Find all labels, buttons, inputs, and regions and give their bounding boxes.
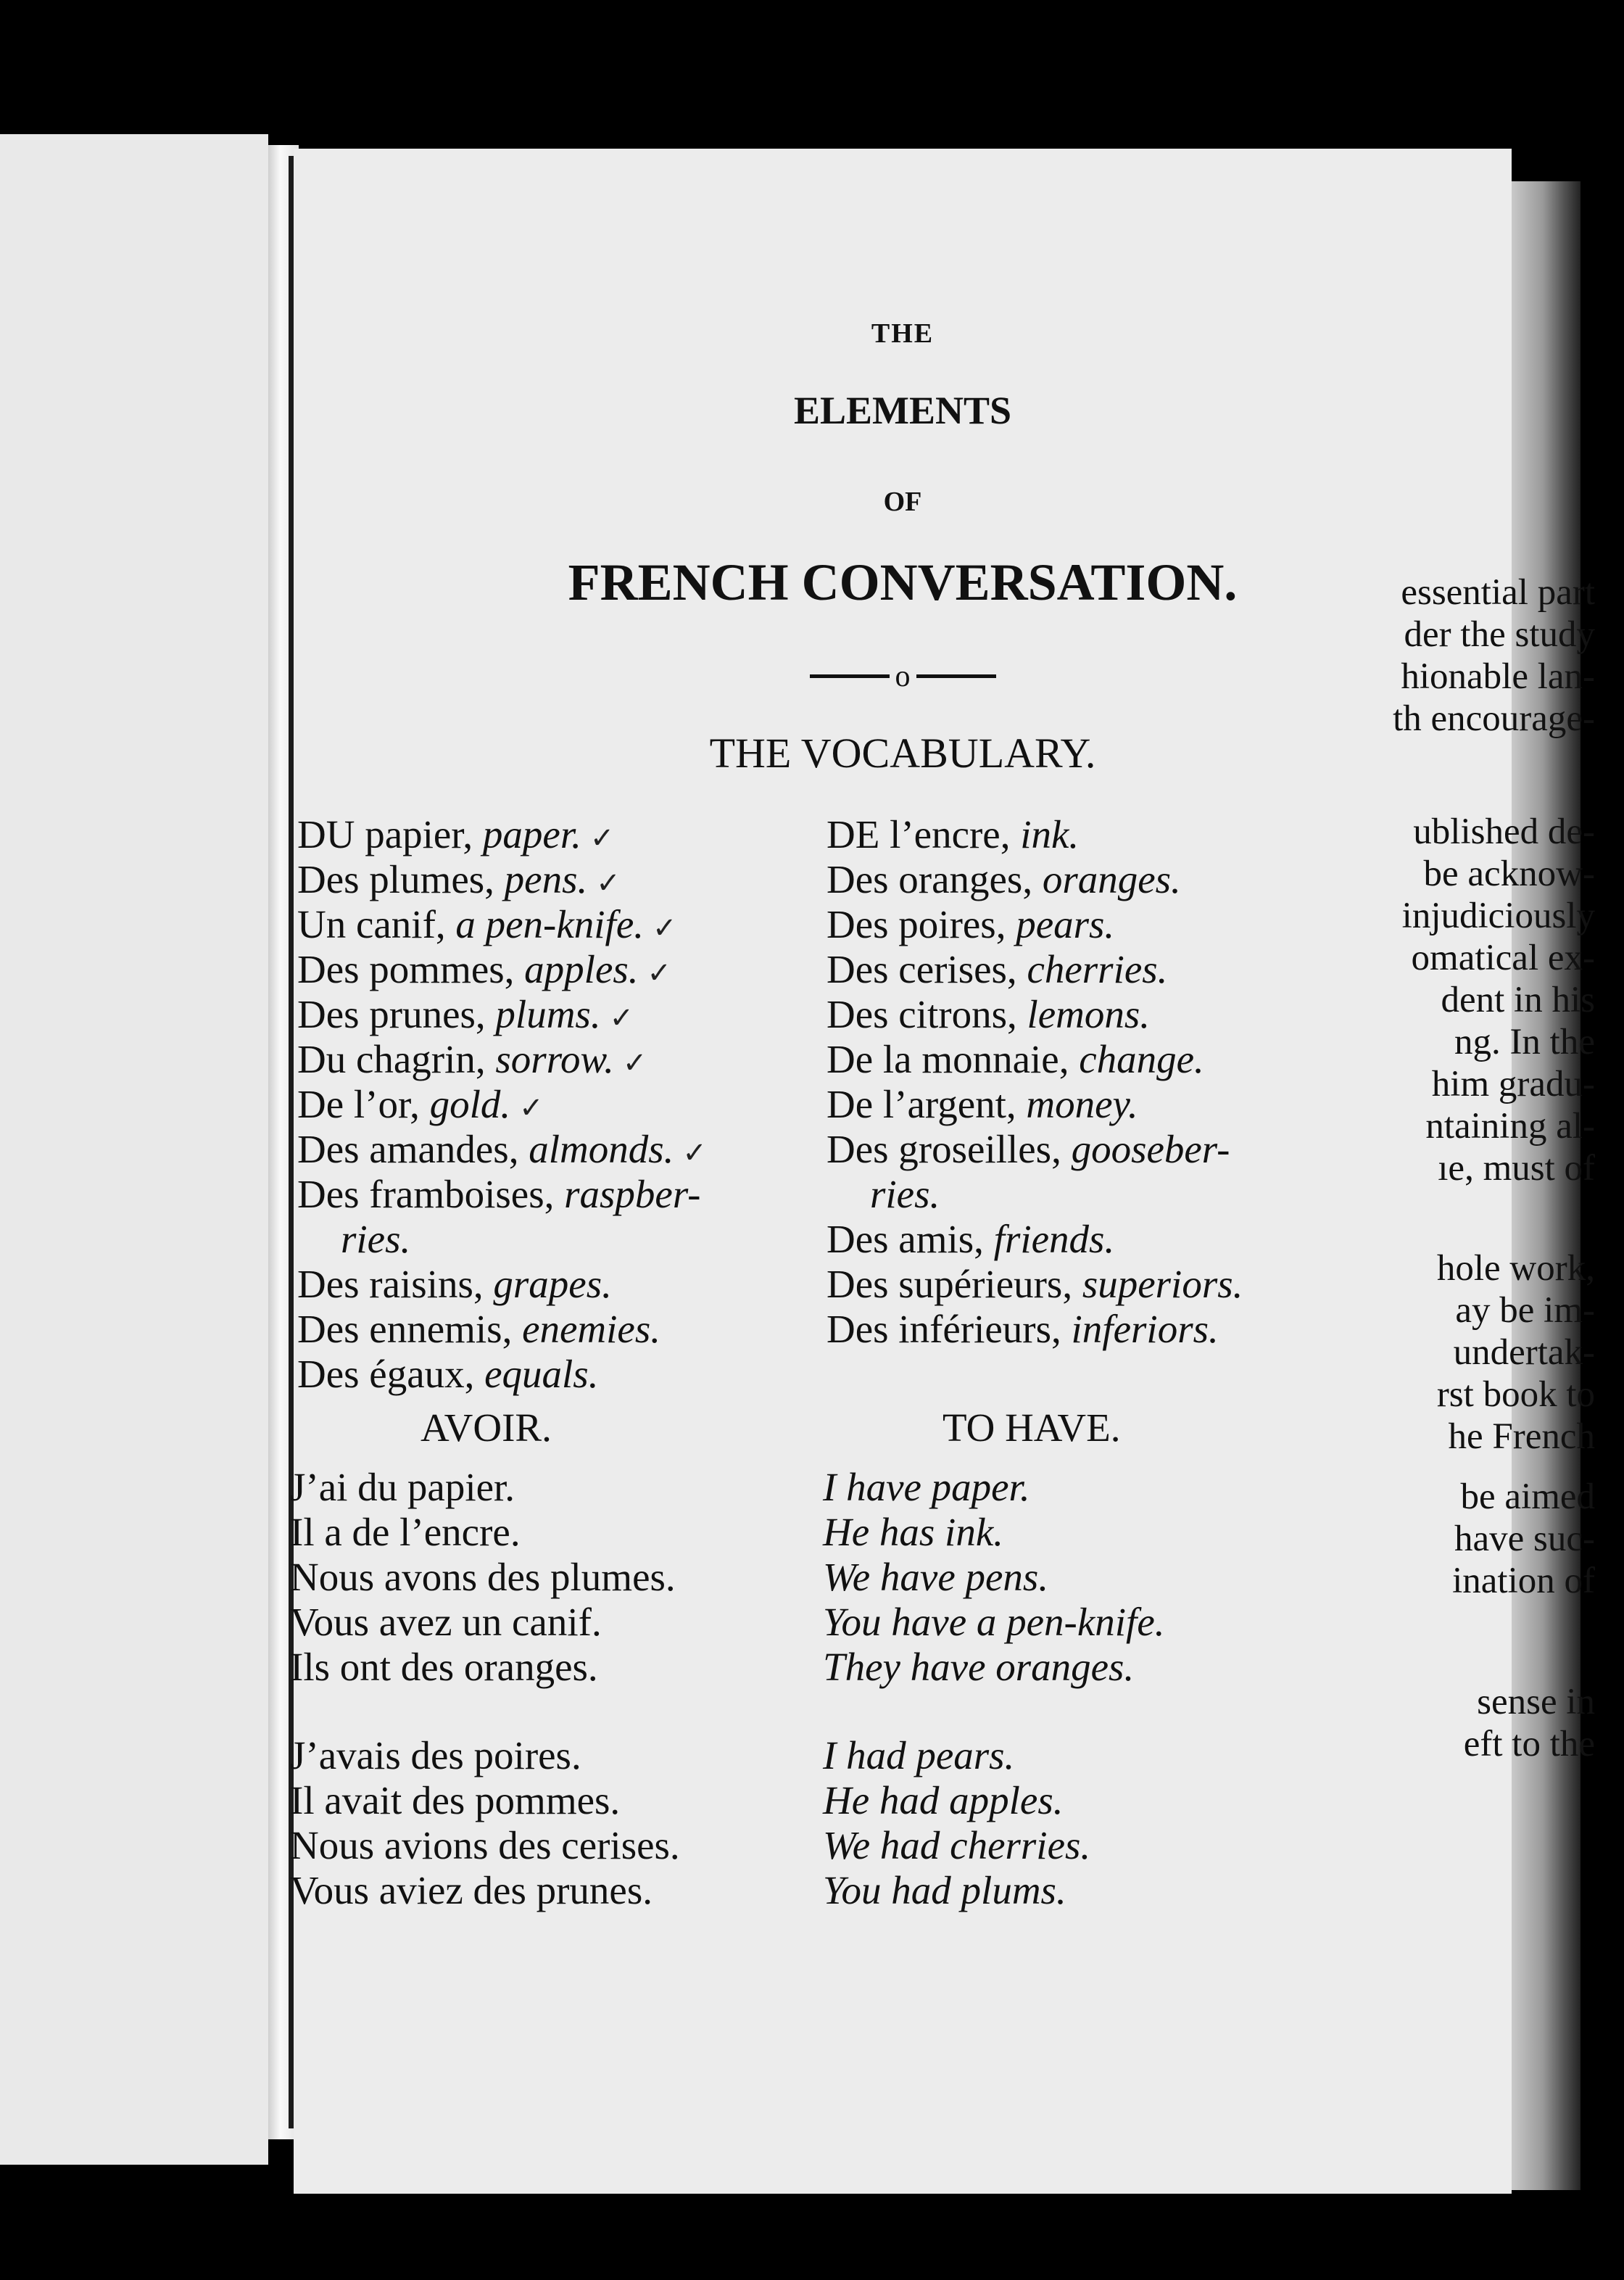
conjugation-line: J’ai du papier. xyxy=(290,1465,515,1509)
vocab-english: grapes. xyxy=(493,1262,612,1306)
vocab-entry xyxy=(297,947,707,992)
vocab-english: ink. xyxy=(1020,812,1080,856)
vocab-french: Des amis, xyxy=(826,1217,994,1261)
present-fr-column xyxy=(290,1465,676,1690)
conjugation-line: I had pears. xyxy=(823,1733,1015,1777)
left-line: ublished de- xyxy=(1413,811,1595,852)
left-line: sense in xyxy=(1477,1682,1595,1722)
left-line: hole work, xyxy=(1436,1248,1595,1289)
left-line: ntaining al- xyxy=(1425,1106,1595,1147)
vocab-english: a pen-knife. xyxy=(455,902,645,946)
vocab-english: pears. xyxy=(1016,902,1115,946)
vocab-entry xyxy=(297,812,707,857)
vocab-entry xyxy=(297,857,707,902)
vocab-entry xyxy=(826,992,1243,1037)
vocab-english: inferiors. xyxy=(1071,1307,1219,1351)
left-line: der the study xyxy=(1404,614,1595,655)
vocab-french: Des pommes, xyxy=(297,947,525,991)
vocab-french: Des égaux, xyxy=(297,1352,485,1396)
conjugation-line: They have oranges. xyxy=(823,1645,1135,1689)
vocab-english: money. xyxy=(1026,1082,1138,1126)
conjugation-line: Il avait des pommes. xyxy=(290,1778,621,1822)
left-line: him gradu- xyxy=(1431,1064,1595,1104)
past-en-column xyxy=(823,1733,1090,1913)
left-page-block xyxy=(1356,811,1595,1189)
checkmark-icon: ✓ xyxy=(589,822,615,855)
checkmark-icon: ✓ xyxy=(596,867,621,900)
left-page-block xyxy=(1356,1681,1595,1765)
conjugation-line: We have pens. xyxy=(823,1555,1049,1599)
conjugation-line: We had cherries. xyxy=(823,1823,1091,1867)
left-page-block xyxy=(1356,1476,1595,1602)
vocab-english: pens. xyxy=(504,857,588,901)
present-en-column xyxy=(823,1465,1164,1690)
checkmark-icon: ✓ xyxy=(647,957,672,990)
vocab-english: oranges. xyxy=(1042,857,1181,901)
conjugation-line: You had plums. xyxy=(823,1868,1066,1912)
left-line: he French xyxy=(1448,1416,1595,1457)
vocab-entry xyxy=(297,992,707,1037)
conjugation-line: Nous avons des plumes. xyxy=(290,1555,676,1599)
vocab-entry xyxy=(297,1082,707,1127)
vocab-entry xyxy=(297,902,707,947)
vocab-english: gooseber- xyxy=(1071,1127,1230,1171)
vocab-french: Des supérieurs, xyxy=(826,1262,1082,1306)
vocab-entry xyxy=(297,1307,707,1352)
vocab-english: raspber- xyxy=(564,1172,701,1216)
left-line: th encourage- xyxy=(1393,698,1595,739)
vocab-english: sorrow. xyxy=(495,1037,614,1081)
left-line: ay be im- xyxy=(1455,1290,1595,1331)
checkmark-icon: ✓ xyxy=(519,1091,544,1125)
conjugation-line: He has ink. xyxy=(823,1510,1003,1554)
conjugation-line: You have a pen-knife. xyxy=(823,1600,1165,1644)
vocab-english: friends. xyxy=(993,1217,1115,1261)
vocab-entry xyxy=(826,812,1243,857)
left-line: injudiciously xyxy=(1401,896,1595,936)
title-the: THE xyxy=(871,318,935,349)
vocab-english: superiors. xyxy=(1082,1262,1243,1306)
past-fr-column xyxy=(290,1733,680,1913)
vocab-english: almonds. xyxy=(529,1127,674,1171)
vocab-entry xyxy=(826,1307,1243,1352)
vocab-english: apples. xyxy=(524,947,639,991)
vocab-entry xyxy=(297,1352,707,1397)
checkmark-icon: ✓ xyxy=(622,1046,647,1080)
vocab-french: Des cerises, xyxy=(826,947,1027,991)
left-line: be aimed xyxy=(1460,1476,1595,1517)
vocab-entry xyxy=(297,1262,707,1307)
vocab-english: equals. xyxy=(484,1352,599,1396)
checkmark-icon: ✓ xyxy=(682,1136,707,1170)
vocab-french: Des plumes, xyxy=(297,857,505,901)
vocab-english: ries. xyxy=(341,1217,411,1261)
conjugation-line: Vous aviez des prunes. xyxy=(290,1868,652,1912)
left-line: omatical ex- xyxy=(1411,938,1595,978)
checkmark-icon: ✓ xyxy=(609,1001,634,1035)
avoir-heading: AVOIR. xyxy=(420,1405,552,1450)
title-divider: o xyxy=(294,651,1512,694)
vocab-entry xyxy=(826,1127,1243,1172)
vocab-english: gold. xyxy=(429,1082,511,1126)
left-line: dent in his xyxy=(1441,980,1595,1020)
conjugation-line: He had apples. xyxy=(823,1778,1064,1822)
vocab-french: Des groseilles, xyxy=(826,1127,1072,1171)
vocab-french: Des inférieurs, xyxy=(826,1307,1072,1351)
vocab-french: DU papier, xyxy=(297,812,483,856)
conjugation-line: Nous avions des cerises. xyxy=(290,1823,680,1867)
vocab-entry xyxy=(826,947,1243,992)
vocab-english: enemies. xyxy=(522,1307,660,1351)
vocab-entry xyxy=(826,1172,1243,1217)
vocab-french: Des citrons, xyxy=(826,992,1027,1036)
vocab-entry xyxy=(826,1082,1243,1127)
vocab-french: Des oranges, xyxy=(826,857,1043,901)
vocab-french: De l’or, xyxy=(297,1082,430,1126)
vocab-french: Un canif, xyxy=(297,902,456,946)
vocab-french: Des ennemis, xyxy=(297,1307,523,1351)
vocab-entry xyxy=(297,1037,707,1082)
left-line: hionable lan- xyxy=(1401,656,1595,697)
checkmark-icon: ✓ xyxy=(652,912,677,945)
vocab-french: Des amandes, xyxy=(297,1127,529,1171)
to-have-heading: TO HAVE. xyxy=(942,1405,1121,1450)
vocab-french: De la monnaie, xyxy=(826,1037,1080,1081)
vocab-french: De l’argent, xyxy=(826,1082,1027,1126)
left-line: ination of xyxy=(1452,1561,1595,1601)
left-line: rst book to xyxy=(1436,1374,1595,1415)
vocab-english: ries. xyxy=(870,1172,940,1216)
conjugation-line: J’avais des poires. xyxy=(290,1733,581,1777)
left-line: have suc- xyxy=(1454,1519,1595,1559)
vocab-entry xyxy=(297,1127,707,1172)
left-line: be acknow- xyxy=(1423,854,1595,894)
vocab-french: Des framboises, xyxy=(297,1172,565,1216)
vocab-french: Des prunes, xyxy=(297,992,496,1036)
vocab-entry xyxy=(826,1217,1243,1262)
conjugation-line: Ils ont des oranges. xyxy=(290,1645,598,1689)
vocab-english: plums. xyxy=(495,992,601,1036)
vocab-english: paper. xyxy=(482,812,581,856)
vocab-french: Des poires, xyxy=(826,902,1016,946)
left-line: ng. In the xyxy=(1454,1022,1595,1062)
vocab-french: Des raisins, xyxy=(297,1262,494,1306)
title-of: OF xyxy=(883,487,922,517)
page-title: FRENCH CONVERSATION. xyxy=(568,553,1238,611)
left-page-block xyxy=(1356,1247,1595,1458)
vocab-entry xyxy=(297,1217,707,1262)
conjugation-line: Vous avez un canif. xyxy=(290,1600,602,1644)
vocab-entry xyxy=(826,902,1243,947)
vocab-right-column xyxy=(826,812,1243,1352)
vocab-english: change. xyxy=(1079,1037,1204,1081)
left-line: essential part xyxy=(1401,572,1595,613)
vocab-english: lemons. xyxy=(1027,992,1151,1036)
vocab-entry xyxy=(826,1262,1243,1307)
title-elements: ELEMENTS xyxy=(793,389,1012,432)
conjugation-line: I have paper. xyxy=(823,1465,1030,1509)
vocab-entry xyxy=(826,1037,1243,1082)
vocab-entry xyxy=(297,1172,707,1217)
conjugation-line: Il a de l’encre. xyxy=(290,1510,521,1554)
vocab-entry xyxy=(826,857,1243,902)
left-line: ıe, must of xyxy=(1438,1148,1595,1189)
left-line: undertak- xyxy=(1453,1332,1595,1373)
vocab-french: DE l’encre, xyxy=(826,812,1021,856)
vocab-french: Du chagrin, xyxy=(297,1037,496,1081)
left-page xyxy=(0,134,268,2165)
vocab-english: cherries. xyxy=(1027,947,1168,991)
vocab-left-column xyxy=(297,812,707,1397)
section-heading: THE VOCABULARY. xyxy=(709,730,1096,777)
left-line: eft to the xyxy=(1463,1724,1595,1764)
